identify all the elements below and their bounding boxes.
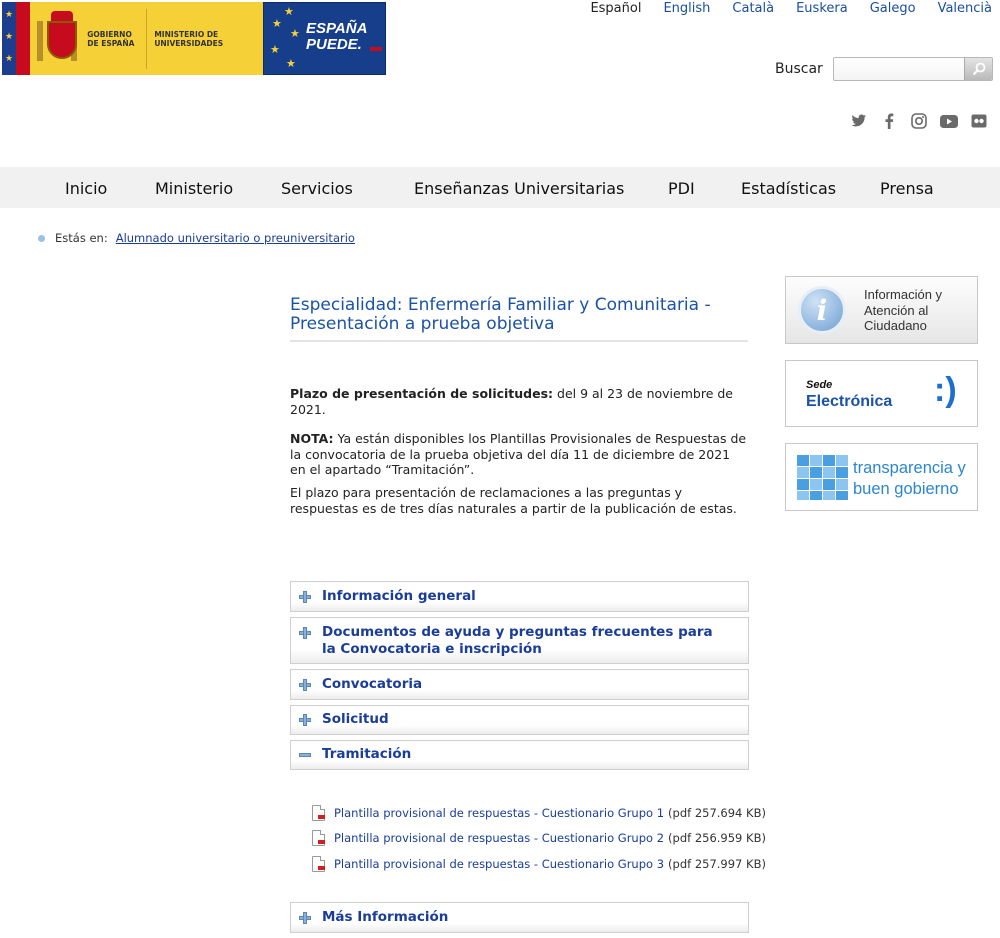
document-link[interactable]: Plantilla provisional de respuestas - Cuestionario Grupo 1 — [334, 806, 665, 820]
lang-eu[interactable]: Euskera — [796, 1, 848, 16]
search-icon — [972, 62, 986, 76]
transparencia-line1: transparencia y — [853, 459, 966, 477]
breadcrumb-label: Estás en: — [55, 231, 108, 245]
title-divider — [290, 340, 748, 342]
bullet-icon — [38, 235, 45, 242]
search-button[interactable] — [964, 58, 992, 80]
nav-estadisticas[interactable]: Estadísticas — [741, 179, 837, 198]
plus-icon — [299, 679, 311, 691]
instagram-icon[interactable] — [904, 112, 934, 130]
nota-text: Ya están disponibles los Plantillas Provisionales de Respuestas de la convocatoria de la prueba objetiva del día 11 de diciembre de 2021 en el apartado “Tramitación”. — [290, 431, 747, 477]
lang-es[interactable]: Español — [590, 1, 642, 16]
main-nav — [0, 167, 1000, 208]
accordion-label: Documentos de ayuda y preguntas frecuentes para la Convocatoria e inscripción — [322, 624, 713, 657]
gobierno-logo[interactable] — [2, 2, 264, 75]
transparencia-line2: buen gobierno — [853, 480, 959, 498]
accordion-mas-informacion[interactable] — [290, 902, 749, 933]
ministerio-text: MINISTERIO DE UNIVERSIDADES — [154, 29, 224, 48]
plazo-label: Plazo de presentación de solicitudes: — [290, 386, 554, 401]
smile-icon: :) — [934, 371, 957, 409]
nav-servicios[interactable]: Servicios — [281, 179, 353, 198]
transparencia-logo-icon — [797, 455, 847, 500]
flag-dash — [370, 47, 382, 51]
plazo-value: del 9 al 23 de noviembre de 2021. — [290, 386, 733, 417]
accordion-informacion-general[interactable] — [290, 581, 749, 612]
lang-gl[interactable]: Galego — [869, 1, 916, 16]
nota-paragraph — [290, 431, 748, 478]
transparencia-text — [853, 458, 966, 500]
plus-icon — [299, 627, 311, 639]
plazo-paragraph — [290, 386, 748, 417]
breadcrumb — [38, 231, 355, 245]
banner-info-text: Información y Atención al Ciudadano — [864, 287, 943, 333]
document-size: (pdf 257.694 KB) — [668, 806, 766, 820]
banner-transparencia[interactable] — [785, 443, 978, 511]
document-item — [312, 856, 766, 872]
coat-of-arms-icon — [37, 11, 78, 66]
nav-ministerio[interactable]: Ministerio — [155, 179, 234, 198]
minus-icon — [299, 749, 311, 761]
gobierno-text: GOBIERNO DE ESPAÑA — [87, 29, 135, 48]
plus-icon — [299, 591, 311, 603]
pdf-icon — [312, 856, 325, 872]
twitter-icon[interactable] — [844, 112, 874, 130]
accordion-tramitacion[interactable] — [290, 740, 749, 770]
lang-ca[interactable]: Català — [732, 1, 775, 16]
puede-text: PUEDE. — [306, 36, 362, 53]
banner-atencion-ciudadano[interactable] — [785, 276, 978, 344]
accordion-documentos-ayuda[interactable] — [290, 617, 749, 664]
reclamaciones-paragraph: El plazo para presentación de reclamaciones a las preguntas y respuestas es de tres días naturales a partir de la publicación de estas. — [290, 485, 737, 516]
sede-label: Sede — [806, 379, 833, 391]
accordion-convocatoria[interactable] — [290, 669, 749, 700]
nav-ensenanzas[interactable]: Enseñanzas Universitarias — [414, 179, 625, 198]
espana-text: ESPAÑA — [306, 20, 368, 37]
social-links — [844, 112, 994, 130]
logo-divider — [146, 9, 147, 69]
espana-puede-logo[interactable]: ★ ★ ★ ★ ★ ESPAÑA PUEDE. — [263, 2, 386, 75]
lang-va[interactable]: Valencià — [937, 1, 992, 16]
search-label: Buscar — [775, 61, 823, 77]
info-icon: i — [798, 286, 846, 334]
breadcrumb-link[interactable]: Alumnado universitario o preuniversitario — [115, 231, 355, 245]
accordion-label: Solicitud — [322, 711, 389, 727]
nav-pdi[interactable]: PDI — [668, 179, 695, 198]
nota-label: NOTA: — [290, 431, 334, 446]
document-link[interactable]: Plantilla provisional de respuestas - Cuestionario Grupo 3 — [334, 857, 665, 871]
plus-icon — [299, 912, 311, 924]
document-item — [312, 805, 766, 821]
nav-prensa[interactable]: Prensa — [880, 179, 934, 198]
banner-sede-electronica[interactable] — [785, 360, 978, 427]
document-link[interactable]: Plantilla provisional de respuestas - Cuestionario Grupo 2 — [334, 831, 665, 845]
pdf-icon — [312, 830, 325, 846]
flickr-icon[interactable] — [964, 112, 994, 130]
facebook-icon[interactable] — [874, 112, 904, 130]
electronica-label: Electrónica — [806, 393, 893, 410]
document-item — [312, 830, 766, 846]
lang-en[interactable]: English — [663, 1, 711, 16]
pdf-icon — [312, 805, 325, 821]
page-title: Especialidad: Enfermería Familiar y Comunitaria - Presentación a prueba objetiva — [290, 295, 711, 334]
nav-inicio[interactable]: Inicio — [65, 179, 108, 198]
plus-icon — [299, 714, 311, 726]
youtube-icon[interactable] — [934, 112, 964, 130]
eu-flag-icon: ★ ★ ★ — [2, 2, 25, 75]
accordion-solicitud[interactable] — [290, 705, 749, 735]
accordion-label: Convocatoria — [322, 676, 423, 692]
accordion-label: Información general — [322, 588, 476, 604]
document-size: (pdf 256.959 KB) — [668, 831, 766, 845]
accordion-label: Tramitación — [322, 746, 412, 762]
language-selector — [568, 1, 992, 16]
document-size: (pdf 257.997 KB) — [668, 857, 766, 871]
accordion-label: Más Información — [322, 909, 449, 925]
